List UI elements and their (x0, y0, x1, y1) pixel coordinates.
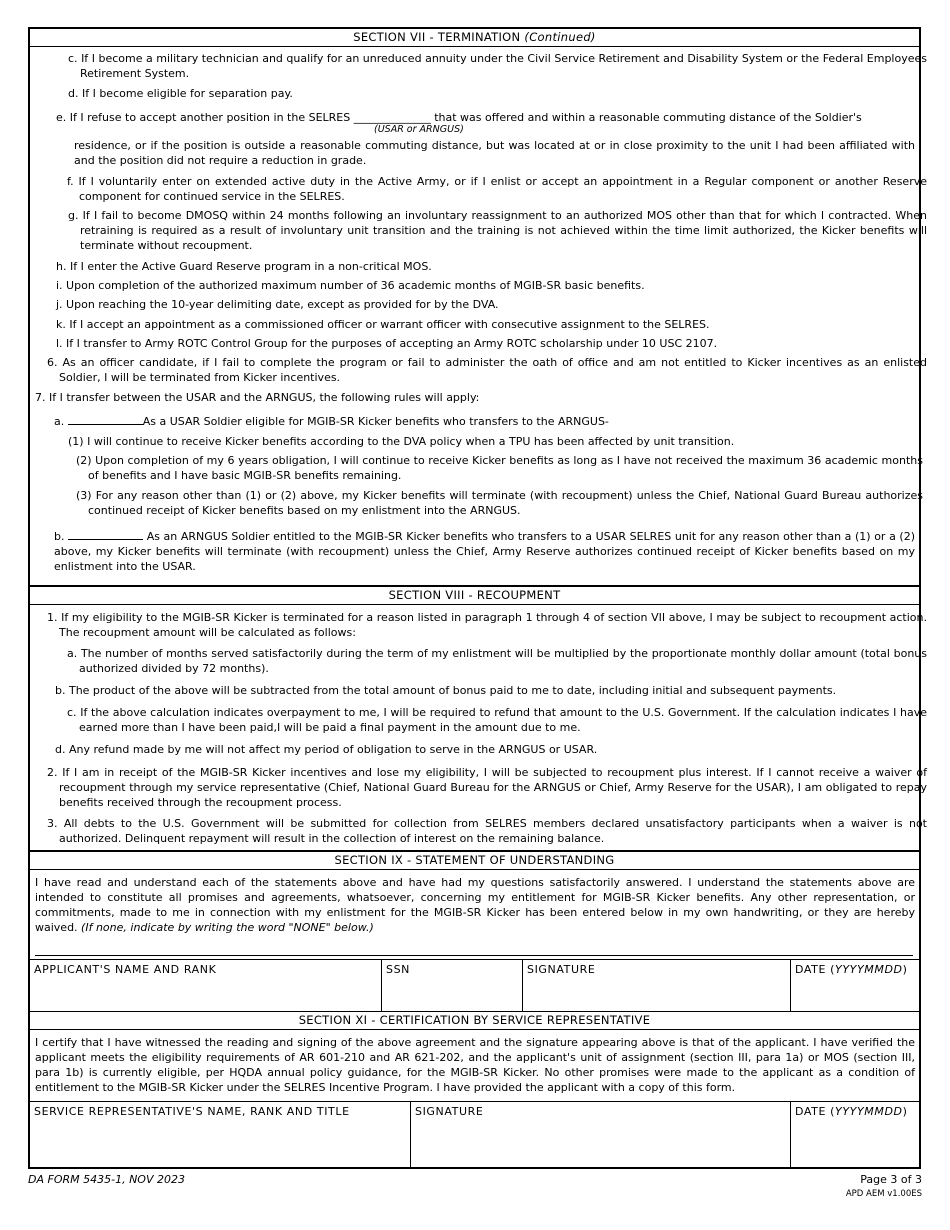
s8-item-d: d. Any refund made by me will not affect my period of obligation to serve in the ARNGUS or USAR. (55, 743, 598, 756)
s7-item-h: h. If I enter the Active Guard Reserve program in a non-critical MOS. (56, 260, 432, 273)
section-xi-header (30, 1011, 919, 1030)
s9-statement-instruction: (If none, indicate by writing the word "NONE" below.) (81, 921, 374, 934)
section-ix-header (30, 850, 919, 870)
s7-7a-label: a. (54, 415, 65, 428)
s7-item-i: i. Upon completion of the authorized maximum number of 36 academic months of MGIB-SR basic benefits. (56, 279, 645, 292)
s7-7a-2: (2) Upon completion of my 6 years obligation, I will continue to receive Kicker benefits as long as I have not received the maximum 36 academic months of benefits and I have basic MGIB-SR benefits remaining. (76, 454, 923, 482)
s8-item-a: a. The number of months served satisfactorily during the term of my enlistment will be multiplied by the proportionate monthly dollar amount (total bonus authorized divided by 72 months). (67, 647, 927, 675)
transfer-arngus-blank[interactable] (68, 529, 143, 540)
applicant-name-field[interactable] (30, 960, 381, 1012)
s7-7b (54, 529, 915, 574)
s8-item-b: b. The product of the above will be subtracted from the total amount of bonus paid to me to date, including initial and subsequent payments. (55, 684, 837, 697)
section-vii-header (30, 29, 919, 47)
page-number: Page 3 of 3 (860, 1173, 922, 1186)
applicant-row (30, 959, 919, 1012)
s7-item-d: d. If I become eligible for separation pay. (68, 87, 293, 100)
s7-item-e-line1: e. If I refuse to accept another position in the SELRES ______________ that was offered and within a reasonable commuting distance of the Soldier's (56, 111, 862, 124)
s11-certification: I certify that I have witnessed the reading and signing of the above agreement and the signature appearing above is that of the applicant. I have verified the applicant meets the eligibility requirements of AR 601-210 and AR 621-202, and the applicant's unit of assignment (section III, para 1a) or MOS (section III, para 1b) is currently eligible, per HQDA annual policy guidance, for the MGIB-SR Kicker. No other promises were made to the applicant as a condition of entitlement to the MGIB-SR Kicker under the SELRES Incentive Program. I have provided the applicant with a copy of this form. (35, 1036, 915, 1094)
handwriting-line[interactable] (35, 955, 913, 956)
form-version: APD AEM v1.00ES (845, 1189, 922, 1199)
s7-para-6: 6. As an officer candidate, if I fail to complete the program or fail to administer the oath of office and am not entitled to Kicker incentives as an enlisted Soldier, I will be terminated from Kicker incentives. (47, 356, 927, 384)
s9-statement (35, 875, 915, 935)
form-id: DA FORM 5435-1, NOV 2023 (28, 1173, 185, 1186)
representative-date-label (791, 1102, 919, 1121)
s7-7b-text: As an ARNGUS Soldier entitled to the MGIB-SR Kicker benefits who transfers to a USAR SELRES unit for any reason other than a (1) or a (2) above, my Kicker benefits will terminate (with recoupment) unless the Chief, Army Reserve authorizes continued receipt of Kicker benefits based on my enlistment into the USAR. (54, 530, 915, 573)
section-vii-title: SECTION VII - TERMINATION (353, 30, 521, 44)
s7-item-e-line2: residence, or if the position is outside a reasonable commuting distance, but was located at or in close proximity to the unit I had been affiliated with and the position did not require a reduction in grade. (74, 139, 915, 167)
s7-item-j: j. Upon reaching the 10-year delimiting date, except as provided for by the DVA. (56, 298, 499, 311)
s7-item-c: c. If I become a military technician and qualify for an unreduced annuity under the Civil Service Retirement and Disability System or the Federal Employees Retirement System. (68, 52, 927, 80)
s8-para-3: 3. All debts to the U.S. Government will be submitted for collection from SELRES members declared unsatisfactory participants when a waiver is not authorized. Delinquent repayment will result in the collection of interest on the remaining balance. (47, 817, 927, 845)
representative-name-field[interactable] (30, 1102, 410, 1167)
representative-signature-field[interactable] (410, 1102, 791, 1167)
section-viii-header (30, 585, 919, 605)
s9-statement-text: I have read and understand each of the statements above and have had my questions satisfactorily answered. I understand the statements above are intended to constitute all promises and agreements, whatsoever, concerning my entitlement for MGIB-SR Kicker benefits. Any other representation, or commitments, made to me in connection with my enlistment for the MGIB-SR Kicker has been entered below in my own handwriting, or they are hereby waived. (35, 876, 915, 934)
section-xi-title: SECTION XI - CERTIFICATION BY SERVICE REPRESENTATIVE (298, 1013, 651, 1027)
representative-date-field[interactable] (790, 1102, 919, 1167)
s8-para-1: 1. If my eligibility to the MGIB-SR Kicker is terminated for a reason listed in paragraph 1 through 4 of section VII above, I may be subject to recoupment action. The recoupment amount will be calculated as follows: (47, 611, 927, 639)
s7-para-7: 7. If I transfer between the USAR and the ARNGUS, the following rules will apply: (35, 391, 480, 404)
s7-item-g: g. If I fail to become DMOSQ within 24 months following an involuntary reassignment to an authorized MOS other than that for which I contracted. When retraining is required as a result of involuntary unit transition and the training is not achieved within the time limit authorized, the Kicker benefits will terminate without recoupment. (68, 209, 927, 252)
s7-7b-label: b. (54, 530, 65, 543)
s8-item-c: c. If the above calculation indicates overpayment to me, I will be required to refund that amount to the U.S. Government. If the calculation indicates I have earned more than I have been paid,I will be paid a final payment in the amount due to me. (67, 706, 927, 734)
s7-7a-text: As a USAR Soldier eligible for MGIB-SR Kicker benefits who transfers to the ARNGUS- (142, 415, 609, 428)
s7-item-e-sublabel: (USAR or ARNGUS) (374, 124, 464, 135)
s7-item-f: f. If I voluntarily enter on extended active duty in the Active Army, or if I enlist or accept an appointment in a Regular component or another Reserve component for continued service in the SELRES. (67, 175, 927, 203)
representative-row (30, 1101, 919, 1167)
representative-name-label: SERVICE REPRESENTATIVE'S NAME, RANK AND TITLE (34, 1105, 350, 1118)
s7-7a (54, 414, 915, 429)
applicant-date-label-text: DATE ( (795, 963, 836, 976)
applicant-date-label-close: ) (902, 963, 908, 976)
s7-item-l: l. If I transfer to Army ROTC Control Group for the purposes of accepting an Army ROTC scholarship under 10 USC 2107. (56, 337, 718, 350)
applicant-date-label (791, 960, 919, 979)
transfer-usar-blank[interactable] (68, 414, 143, 425)
section-viii-title: SECTION VIII - RECOUPMENT (388, 588, 561, 602)
representative-date-label-text: DATE ( (795, 1105, 836, 1118)
applicant-signature-label: SIGNATURE (527, 963, 596, 976)
ssn-label: SSN (386, 963, 410, 976)
section-vii-continued: (Continued) (524, 30, 596, 44)
representative-signature-label: SIGNATURE (415, 1105, 484, 1118)
applicant-signature-field[interactable] (522, 960, 791, 1012)
applicant-name-label: APPLICANT'S NAME AND RANK (34, 963, 217, 976)
s7-7a-1: (1) I will continue to receive Kicker benefits according to the DVA policy when a TPU has been affected by unit transition. (68, 435, 735, 448)
representative-date-format: YYYYMMDD (835, 1105, 903, 1118)
applicant-date-field[interactable] (790, 960, 919, 1012)
applicant-date-format: YYYYMMDD (835, 963, 903, 976)
s7-item-k: k. If I accept an appointment as a commissioned officer or warrant officer with consecutive assignment to the SELRES. (56, 318, 710, 331)
form-page (28, 27, 927, 1169)
s8-para-2: 2. If I am in receipt of the MGIB-SR Kicker incentives and lose my eligibility, I will be subjected to recoupment plus interest. If I cannot receive a waiver of recoupment through my service representative (Chief, National Guard Bureau for the ARNGUS or Chief, Army Reserve for the USAR), I am obligated to repay benefits received through the recoupment process. (47, 766, 927, 809)
section-ix-title: SECTION IX - STATEMENT OF UNDERSTANDING (334, 853, 615, 867)
s7-7a-3: (3) For any reason other than (1) or (2) above, my Kicker benefits will terminate (with recoupment) unless the Chief, National Guard Bureau authorizes continued receipt of Kicker benefits based on my enlistment into the ARNGUS. (76, 489, 923, 517)
ssn-field[interactable] (381, 960, 523, 1012)
representative-date-label-close: ) (902, 1105, 908, 1118)
